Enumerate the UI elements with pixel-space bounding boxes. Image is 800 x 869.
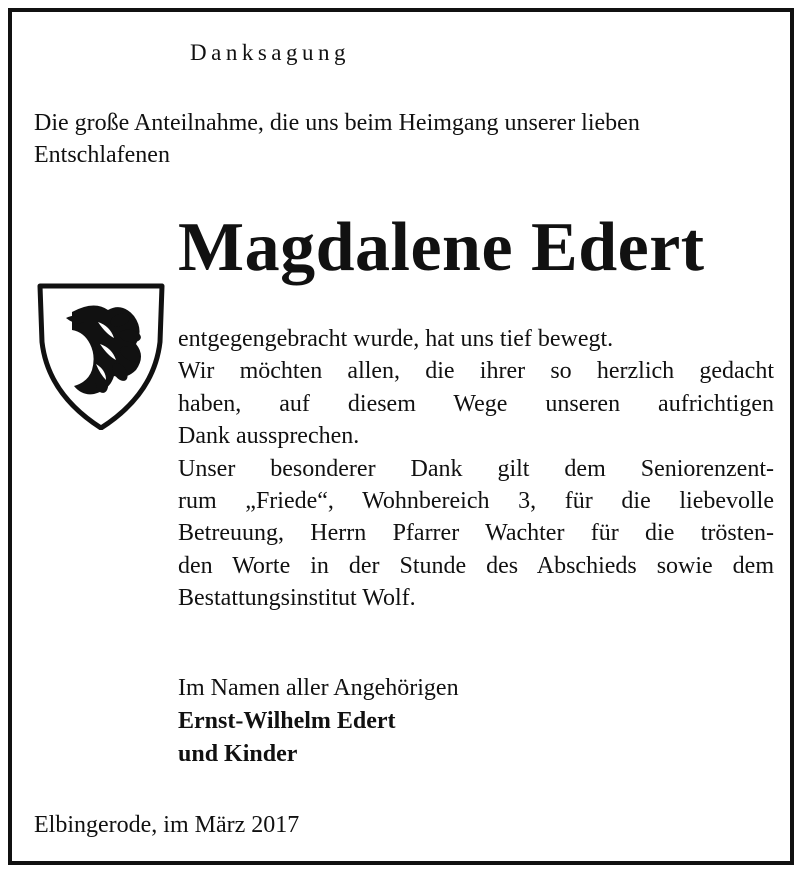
intro-text: Die große Anteilnahme, die uns beim Heimgang unserer lieben Entschlafenen xyxy=(34,110,640,168)
body-line: Bestattungsinstitut Wolf. xyxy=(178,585,416,612)
body-line: den Worte in der Stunde des Abschieds sowie dem xyxy=(178,552,774,579)
heraldic-shield-with-wing-icon xyxy=(36,282,166,430)
body-line: Unser besonderer Dank gilt dem Seniorenzent- xyxy=(178,455,774,482)
closing-block xyxy=(178,672,459,771)
body-line: Dank aussprechen. xyxy=(178,423,360,450)
body-line: rum „Friede“, Wohnbereich 3, für die liebevolle xyxy=(178,488,774,515)
closing-line: Im Namen aller Angehörigen xyxy=(178,675,459,701)
signatory-name: Ernst-Wilhelm Edert xyxy=(178,708,396,734)
body-line: Wir möchten allen, die ihrer so herzlich gedacht xyxy=(178,358,774,385)
body-text xyxy=(178,323,774,615)
body-line: Betreuung, Herrn Pfarrer Wachter für die trösten- xyxy=(178,520,774,547)
deceased-name: Magdalene Edert xyxy=(178,209,705,286)
notice-frame xyxy=(8,8,794,865)
notice-heading: Danksagung xyxy=(190,40,350,65)
body-line: haben, auf diesem Wege unseren aufrichtigen xyxy=(178,390,774,417)
body-line: entgegengebracht wurde, hat uns tief bewegt. xyxy=(178,326,614,352)
signatory-family: und Kinder xyxy=(178,741,298,767)
place-date: Elbingerode, im März 2017 xyxy=(34,812,300,838)
